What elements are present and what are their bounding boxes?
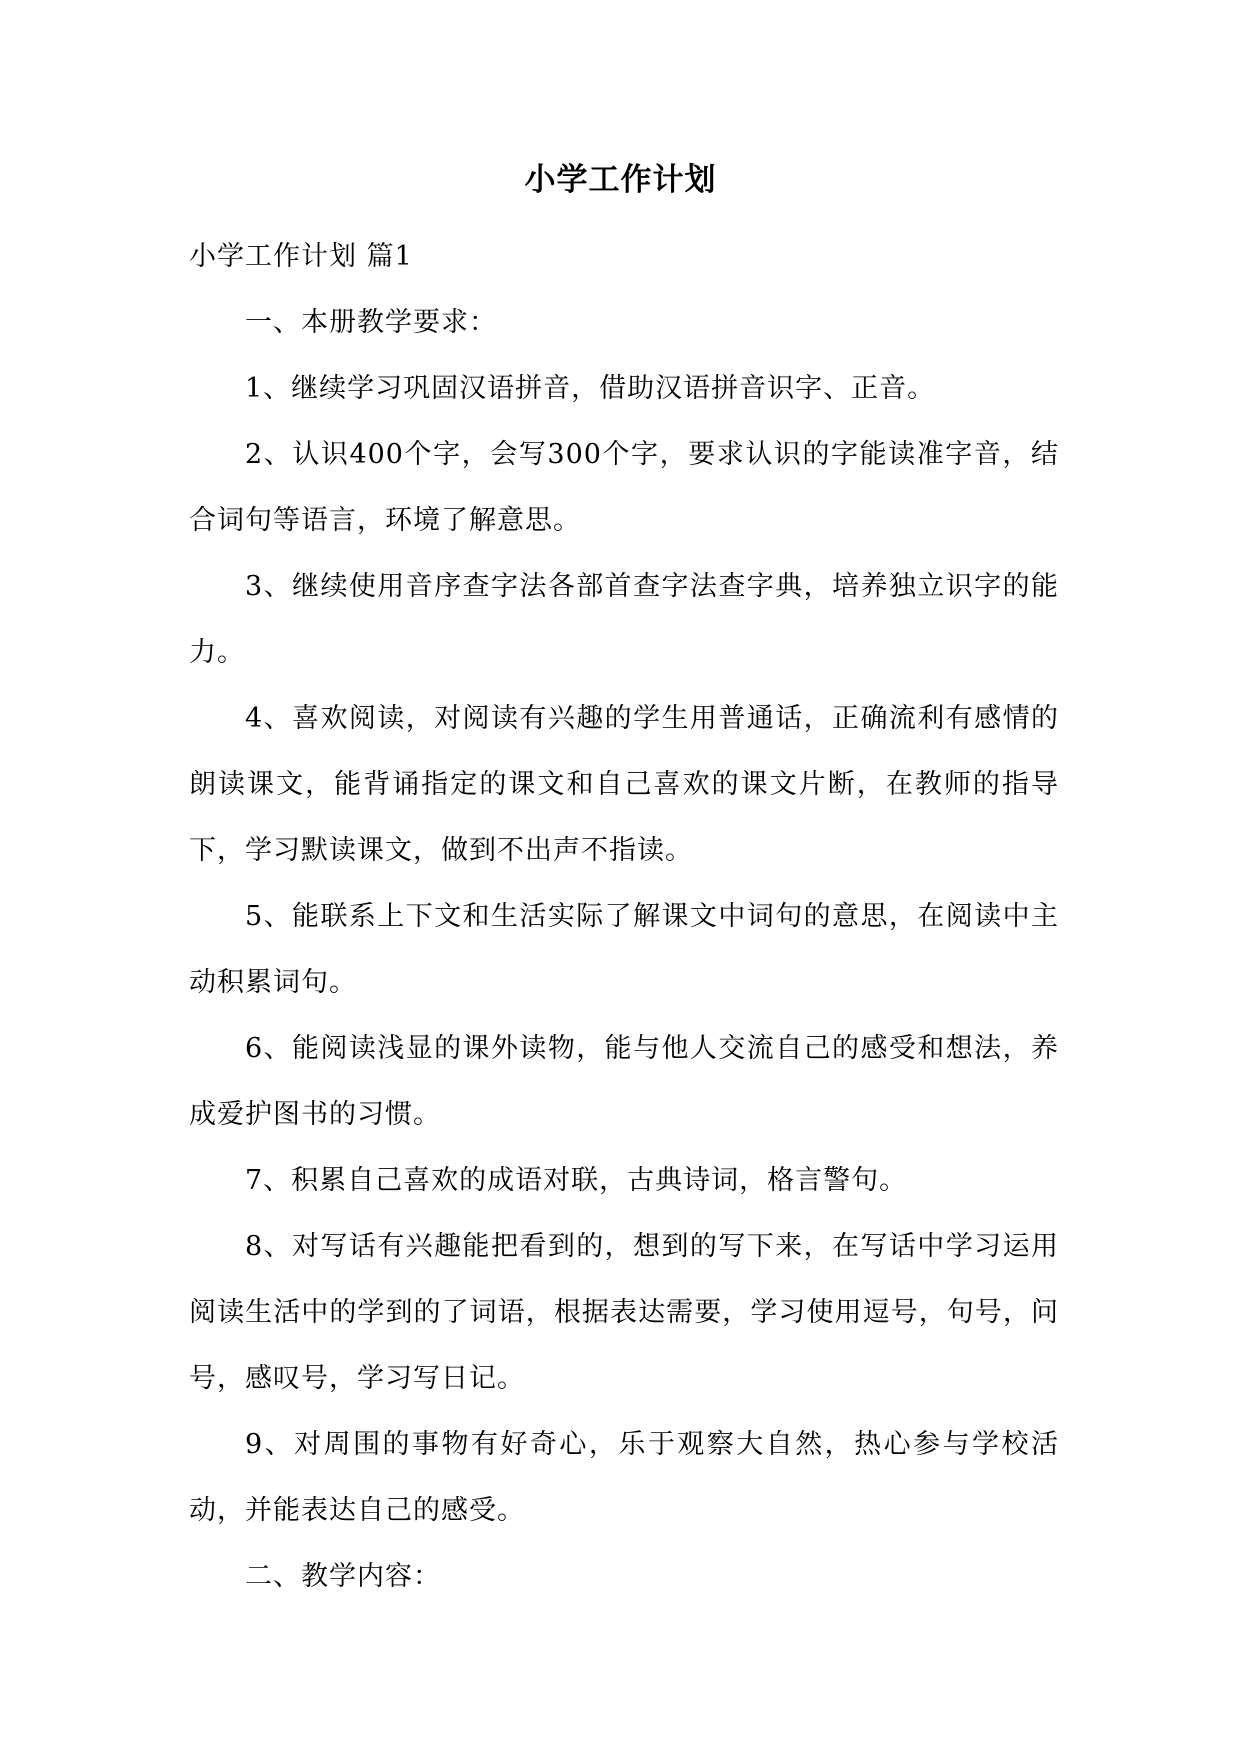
paragraph: 8、对写话有兴趣能把看到的，想到的写下来，在写话中学习运用阅读生活中的学到的了词语，根据表达需要，学习使用逗号，句号，问号，感叹号，学习写日记。 [189, 1231, 1059, 1394]
paragraph: 3、继续使用音序查字法各部首查字法查字典，培养独立识字的能力。 [189, 571, 1059, 668]
paragraph: 6、能阅读浅显的课外读物，能与他人交流自己的感受和想法，养成爱护图书的习惯。 [189, 1033, 1059, 1130]
paragraph: 4、喜欢阅读，对阅读有兴趣的学生用普通话，正确流利有感情的朗读课文，能背诵指定的课文和自己喜欢的课文片断，在教师的指导下，学习默读课文，做到不出声不指读。 [189, 703, 1059, 866]
paragraph: 9、对周围的事物有好奇心，乐于观察大自然，热心参与学校活动，并能表达自己的感受。 [189, 1429, 1059, 1526]
paragraph: 2、认识400个字，会写300个字，要求认识的字能读准字音，结合词句等语言，环境了解意思。 [189, 439, 1059, 536]
section-heading: 小学工作计划 篇1 [189, 241, 413, 272]
document-title: 小学工作计划 [524, 162, 717, 198]
paragraph: 5、能联系上下文和生活实际了解课文中词句的意思，在阅读中主动积累词句。 [189, 901, 1059, 998]
paragraph: 二、教学内容： [245, 1561, 441, 1592]
document-body [189, 224, 1059, 1610]
paragraph: 一、本册教学要求： [245, 307, 497, 338]
paragraph: 1、继续学习巩固汉语拼音，借助汉语拼音识字、正音。 [245, 373, 936, 404]
paragraph: 7、积累自己喜欢的成语对联，古典诗词，格言警句。 [245, 1165, 908, 1196]
